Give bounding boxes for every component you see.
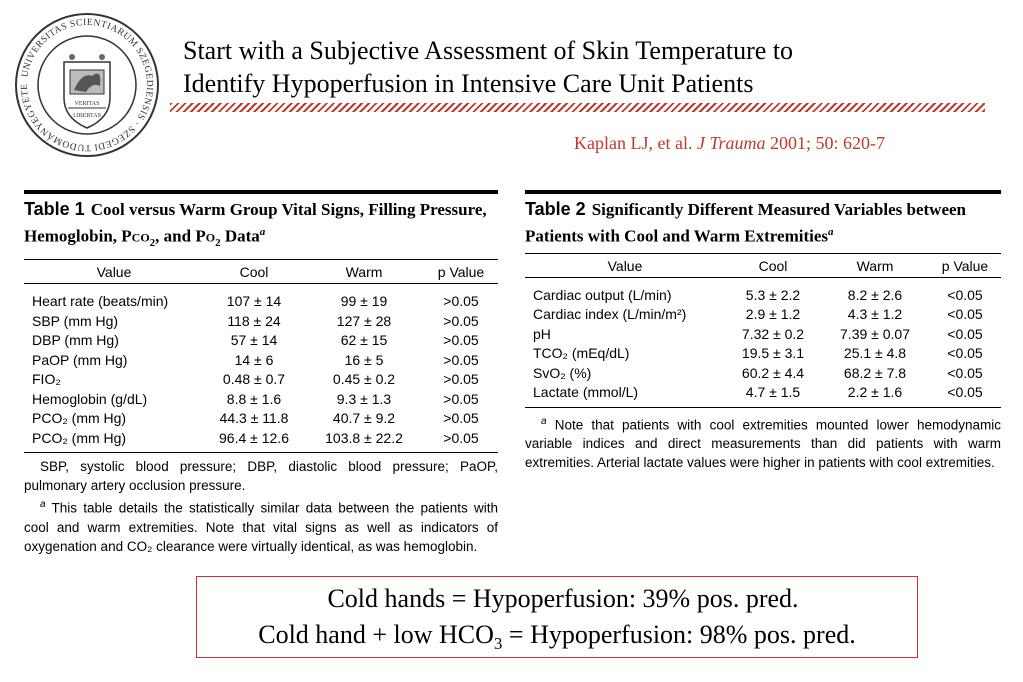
table-cell: pH [533,325,551,342]
table-cell: >0.05 [443,390,479,407]
table-1-caption: Table 1 Cool versus Warm Group Vital Signs, Filling Pressure, Hemoglobin, $PCO_2$, and $PO_2$ Data$^a$ [24,199,487,250]
table-1-label: Table 1 [24,199,85,219]
table-1-header-cool: Cool [204,260,304,284]
table-2-header-warm: Warm [821,253,929,277]
table-cell: 4.3 ± 1.2 [847,306,903,323]
table-cell: 4.7 ± 1.5 [745,384,801,401]
citation [574,133,974,154]
table-1-header-warm: Warm [304,260,424,284]
citation-authors: Kaplan LJ, et al. [574,133,693,153]
table-2-header-value: Value [525,253,725,277]
table-cell: PaOP (mm Hg) [32,351,128,368]
table-cell: >0.05 [443,429,479,446]
table-cell: Cardiac output (L/min) [533,286,672,303]
table-cell: 8.8 ± 1.6 [226,390,282,407]
svg-text:LIBERTAS: LIBERTAS [73,113,101,119]
table-cell: 68.2 ± 7.8 [843,364,907,381]
table-1-header-value: Value [24,260,204,284]
table-cell: 103.8 ± 22.2 [325,429,403,446]
table-1-body [24,284,498,453]
table-cell: TCO₂ (mEq/dL) [533,345,630,362]
table-cell: 2.2 ± 1.6 [847,384,903,401]
table-row [24,312,498,332]
table-cell: 0.48 ± 0.7 [222,371,286,388]
table-2 [525,190,1001,472]
table-cell: 5.3 ± 2.2 [745,286,801,303]
table-2-top-rule [525,190,1001,194]
table-row [24,331,498,351]
table-cell: DBP (mm Hg) [32,332,119,349]
table-2-header-row [525,253,1001,277]
summary-line-1: Cold hands = Hypoperfusion: 39% pos. pred. [327,584,799,613]
slide-title [183,34,983,100]
table-cell: 127 ± 28 [336,312,392,329]
table-1-header-row [24,260,498,284]
table-cell: Cardiac index (L/min/m²) [533,306,687,323]
table-1-abbrev-note: SBP, systolic blood pressure; DBP, diastolic blood pressure; PaOP, pulmonary artery occlusion pressure. [24,459,498,494]
table-cell: 25.1 ± 4.8 [843,345,907,362]
table-row [24,351,498,371]
table-cell: 57 ± 14 [230,332,278,349]
table-1-grid [24,259,498,452]
table-cell: 44.3 ± 11.8 [219,410,289,427]
table-cell: SBP (mm Hg) [32,312,119,329]
table-cell: <0.05 [947,306,983,323]
table-1-top-rule [24,190,498,194]
table-2-bottom-rule [525,407,1001,408]
title-divider [170,103,985,112]
table-row [525,383,1001,407]
svg-text:UNIVERSITAS SCIENTIARUM SZEGED: UNIVERSITAS SCIENTIARUM SZEGEDIENSIS · SZEGEDI TUDOMÁNYEGYETE [19,17,155,153]
slide-title-line1: Start with a Subjective Assessment of Skin Temperature to [183,36,794,65]
table-row [525,364,1001,384]
table-cell: <0.05 [947,345,983,362]
table-2-header-cool: Cool [725,253,821,277]
table-cell: 99 ± 19 [340,293,388,310]
summary-line-2: Cold hand + low $HCO_3$ = Hypoperfusion: 98% pos. pred. [258,620,856,654]
table-cell: PCO₂ (mm Hg) [32,429,127,446]
table-row [24,429,498,453]
table-cell: 7.39 ± 0.07 [840,325,910,342]
table-cell: 8.2 ± 2.6 [847,286,903,303]
table-2-notes [525,412,1001,473]
table-row [24,284,498,312]
table-row [24,390,498,410]
table-cell: >0.05 [443,312,479,329]
table-cell: 0.45 ± 0.2 [332,371,396,388]
table-cell: >0.05 [443,410,479,427]
table-cell: FIO₂ [32,371,61,388]
table-1-footnote: $^a$ This table details the statistically similar data between the patients with cool and warm extremities. Note that vital signs as well as indicators of oxygenation and CO₂ clearance were virtually identical, as was hemoglobin. [24,499,498,554]
university-seal [12,10,162,160]
table-cell: 14 ± 6 [234,351,274,368]
table-cell: <0.05 [947,384,983,401]
table-row [24,409,498,429]
table-row [525,344,1001,364]
table-row [525,305,1001,325]
table-cell: 107 ± 14 [226,293,282,310]
table-1-header-p: p Value [424,260,498,284]
table-row [525,325,1001,345]
table-cell: Heart rate (beats/min) [32,293,169,310]
citation-journal: J Trauma [696,133,766,153]
summary-box [196,576,918,658]
table-2-label: Table 2 [525,199,586,219]
table-2-header-p: p Value [929,253,1001,277]
table-cell: 2.9 ± 1.2 [745,306,801,323]
svg-text:VERITAS: VERITAS [74,101,100,107]
table-cell: >0.05 [443,332,479,349]
table-cell: Hemoglobin (g/dL) [32,390,148,407]
table-2-body [525,277,1001,407]
table-cell: SvO₂ (%) [533,364,592,381]
table-cell: 96.4 ± 12.6 [219,429,289,446]
table-cell: 40.7 ± 9.2 [332,410,396,427]
table-cell: <0.05 [947,286,983,303]
table-cell: 62 ± 15 [340,332,388,349]
table-row [24,370,498,390]
table-cell: >0.05 [443,371,479,388]
table-cell: 60.2 ± 4.4 [741,364,805,381]
table-cell: Lactate (mmol/L) [533,384,639,401]
table-2-footnote: $^a$ Note that patients with cool extremities mounted lower hemodynamic variable indices and direct measurements than did patients with warm extremities. Arterial lactate values were higher in patients with cool extremities. [525,415,1001,471]
citation-details: 2001; 50: 620-7 [769,133,885,153]
table-cell: 7.32 ± 0.2 [741,325,805,342]
university-seal-graphic [12,10,162,160]
table-2-grid [525,253,1001,407]
slide-title-line2: Identify Hypoperfusion in Intensive Care Unit Patients [183,69,754,98]
table-1-notes [24,457,498,556]
table-cell: 118 ± 24 [227,312,281,329]
table-cell: 16 ± 5 [344,351,384,368]
table-cell: >0.05 [443,351,479,368]
table-2-caption: Table 2 Significantly Different Measured Variables between Patients with Cool and Warm Extremities$^a$ [525,199,966,246]
table-cell: 9.3 ± 1.3 [336,390,392,407]
table-cell: <0.05 [947,325,983,342]
table-1 [24,190,498,556]
table-cell: <0.05 [947,364,983,381]
table-1-bottom-rule [24,452,498,453]
table-cell: 19.5 ± 3.1 [741,345,805,362]
table-cell: PCO₂ (mm Hg) [32,410,127,427]
table-row [525,277,1001,305]
table-cell: >0.05 [443,293,479,310]
